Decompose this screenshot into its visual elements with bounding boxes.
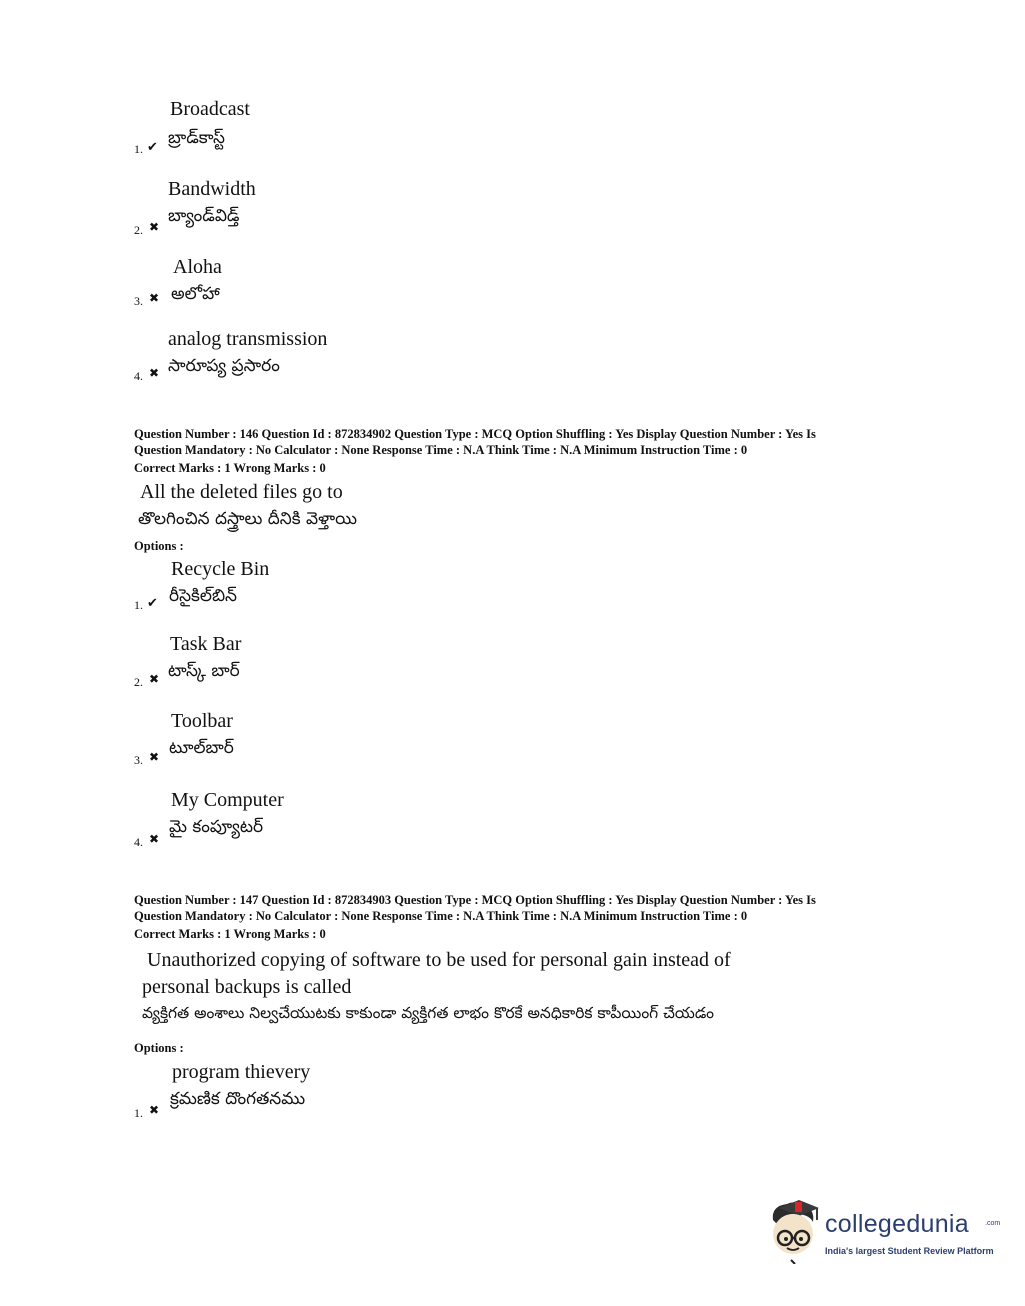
option-text-en: Aloha — [173, 256, 222, 278]
cross-icon: ✖ — [149, 672, 160, 686]
option-text-en: analog transmission — [168, 328, 328, 350]
option-number: 4. — [134, 369, 143, 383]
option-number: 3. — [134, 753, 143, 767]
question-text-en: personal backups is called — [142, 976, 352, 998]
mascot-icon — [765, 1198, 823, 1264]
cross-icon: ✖ — [149, 220, 160, 234]
question-marks: Correct Marks : 1 Wrong Marks : 0 — [134, 927, 326, 941]
option-text-en: Toolbar — [171, 710, 233, 732]
option-number: 1. — [134, 142, 143, 156]
collegedunia-logo — [765, 1198, 1001, 1268]
option-text-en: Task Bar — [170, 633, 242, 655]
option-text-te: అలోహా — [171, 284, 220, 304]
check-icon: ✔ — [147, 595, 158, 610]
check-icon: ✔ — [147, 139, 158, 154]
question-text-en: All the deleted files go to — [140, 481, 343, 503]
question-meta-line: Question Number : 146 Question Id : 872834902 Question Type : MCQ Option Shuffling : Yes Display Question Number : Yes Is — [134, 427, 816, 441]
option-text-en: program thievery — [172, 1061, 311, 1083]
option-text-en: Recycle Bin — [171, 558, 270, 580]
option-text-te: సారూప్య ప్రసారం — [168, 356, 280, 376]
logo-name: collegedunia — [825, 1210, 969, 1238]
option-number: 2. — [134, 675, 143, 689]
option-text-te: టాస్క్ బార్ — [168, 661, 240, 681]
option-text-te: మై కంప్యూటర్ — [169, 817, 264, 837]
option-text-en: Bandwidth — [168, 178, 256, 200]
cross-icon: ✖ — [149, 832, 160, 846]
option-text-te: టూల్‌బార్ — [169, 738, 234, 758]
logo-tagline: India's largest Student Review Platform — [825, 1246, 994, 1256]
cross-icon: ✖ — [149, 366, 160, 380]
option-number: 4. — [134, 835, 143, 849]
cross-icon: ✖ — [149, 291, 160, 305]
option-text-te: బ్రాడ్‌కాస్ట్ — [168, 128, 225, 148]
option-text-te: రీసైకిల్‌బిన్ — [169, 586, 237, 606]
option-number: 1. — [134, 1106, 143, 1120]
question-text-te: తొలగించిన దస్త్రాలు దీనికి వెళ్తాయి — [138, 509, 357, 529]
option-text-te: బ్యాండ్‌విడ్త్ — [168, 206, 240, 226]
option-number: 2. — [134, 223, 143, 237]
option-number: 1. — [134, 598, 143, 612]
option-number: 3. — [134, 294, 143, 308]
question-meta-line: Question Number : 147 Question Id : 872834903 Question Type : MCQ Option Shuffling : Yes Display Question Number : Yes Is — [134, 893, 816, 907]
cross-icon: ✖ — [149, 1103, 160, 1117]
cross-icon: ✖ — [149, 750, 160, 764]
question-meta-line: Question Mandatory : No Calculator : None Response Time : N.A Think Time : N.A Minimum Instruction Time : 0 — [134, 443, 748, 457]
question-meta-line: Question Mandatory : No Calculator : None Response Time : N.A Think Time : N.A Minimum Instruction Time : 0 — [134, 909, 748, 923]
options-label: Options : — [134, 539, 184, 553]
option-text-te: క్రమణిక దొంగతనము — [170, 1089, 306, 1109]
option-text-en: Broadcast — [170, 98, 250, 120]
question-text-en: Unauthorized copying of software to be used for personal gain instead of — [147, 949, 731, 971]
options-label: Options : — [134, 1041, 184, 1055]
option-text-en: My Computer — [171, 789, 284, 811]
question-marks: Correct Marks : 1 Wrong Marks : 0 — [134, 461, 326, 475]
question-text-te: వ్యక్తిగత అంశాలు నిల్వచేయుటకు కాకుండా వ్యక్తిగత లాభం కొరకే అనధికారిక కాపీయింగ్ చేయడం — [142, 1004, 714, 1022]
logo-suffix: .com — [985, 1220, 1001, 1227]
